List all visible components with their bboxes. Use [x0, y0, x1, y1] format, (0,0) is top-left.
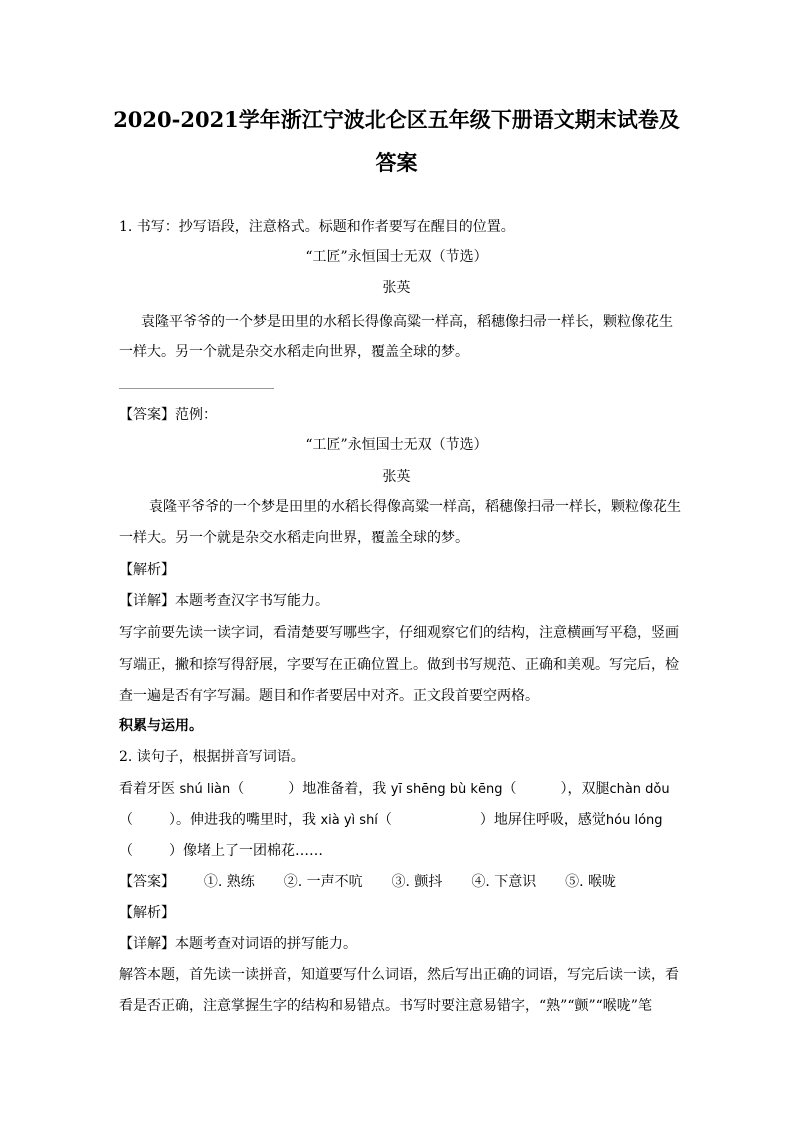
pinyin: shú liàn	[179, 782, 231, 797]
bracket: （	[377, 812, 392, 828]
sentence-text: ）。伸进我的嘴里时，我	[169, 812, 316, 828]
sentence-line	[119, 841, 679, 861]
pinyin: xià yì shí	[320, 813, 378, 828]
detail-text: 查一遍是否有字写漏。题目和作者要居中对齐。正文段首要空两格。	[119, 688, 539, 704]
sentence-line	[119, 810, 679, 831]
answer-passage-title: “工匠”永恒国士无双（节选）	[305, 437, 488, 453]
pinyin: chàn dǒu	[609, 782, 670, 797]
passage-paragraph-line: 一样大。另一个就是杂交水稻走向世界，覆盖全球的梦。	[119, 344, 469, 360]
sentence-text: ）地准备着，我	[288, 781, 387, 797]
pinyin: yī shēng bù kēng	[390, 782, 503, 797]
answer-label: 【答案】范例：	[119, 407, 217, 423]
answer-item: ④. 下意识	[471, 874, 537, 890]
question-2-prompt: 2. 读句子，根据拼音写词语。	[119, 749, 305, 765]
section-heading: 积累与运用。	[119, 718, 203, 734]
detail-text: 写端正，撇和捺写得舒展，字要写在正确位置上。做到书写规范、正确和美观。写完后，检	[119, 657, 679, 673]
answer-row	[119, 872, 679, 892]
bracket: （	[502, 781, 517, 797]
detail-text: 【详解】本题考查对词语的拼写能力。	[119, 936, 357, 952]
detail-text: 看是否正确，注意掌握生字的结构和易错点。书写时要注意易错字，“熟”“颤”“喉咙”笔	[119, 998, 652, 1014]
detail-text: 写字前要先读一读字词，看清楚要写哪些字，仔细观察它们的结构，注意横画写平稳，竖画	[119, 625, 679, 641]
answer-item: ③. 颤抖	[391, 874, 443, 890]
sentence-text: ），双腿	[560, 781, 610, 797]
answer-item: ①. 熟练	[203, 874, 255, 890]
sentence-text: 看着牙医	[119, 781, 175, 797]
detail-text: 【详解】本题考查汉字书写能力。	[119, 593, 329, 609]
passage-author: 张英	[382, 280, 411, 296]
question-1-prompt: 1. 书写：抄写语段，注意格式。标题和作者要写在醒目的位置。	[119, 219, 515, 235]
answer-item: ⑤. 喉咙	[565, 874, 617, 890]
answer-passage-author: 张英	[382, 469, 411, 485]
divider	[119, 388, 274, 389]
passage-title: “工匠”永恒国士无双（节选）	[305, 249, 488, 265]
page-title-continued: 答案	[375, 150, 418, 175]
pinyin: hóu lóng	[605, 813, 663, 828]
sentence-text: ）地屏住呼吸，感觉	[479, 812, 606, 828]
page-title: 2020-2021学年浙江宁波北仑区五年级下册语文期末试卷及	[113, 107, 680, 132]
analysis-label: 【解析】	[119, 905, 175, 921]
bracket: （	[230, 781, 245, 797]
analysis-label: 【解析】	[119, 562, 175, 578]
bracket: （	[119, 812, 133, 828]
answer-item: ②. 一声不吭	[283, 874, 363, 890]
passage-paragraph-line: 袁隆平爷爷的一个梦是田里的水稻长得像高粱一样高，稻穗像扫帚一样长，颗粒像花生	[141, 314, 673, 330]
sentence-text: ）像堵上了一团棉花……	[169, 843, 323, 859]
answer-paragraph-line: 一样大。另一个就是杂交水稻走向世界，覆盖全球的梦。	[119, 530, 469, 546]
answer-paragraph-line: 袁隆平爷爷的一个梦是田里的水稻长得像高粱一样高，稻穗像扫帚一样长，颗粒像花生	[149, 499, 681, 515]
detail-text: 解答本题，首先读一读拼音，知道要写什么词语，然后写出正确的词语，写完后读一读，看	[119, 967, 679, 983]
sentence-line	[119, 779, 679, 800]
bracket: （	[119, 843, 133, 859]
answer-label: 【答案】	[119, 874, 175, 890]
